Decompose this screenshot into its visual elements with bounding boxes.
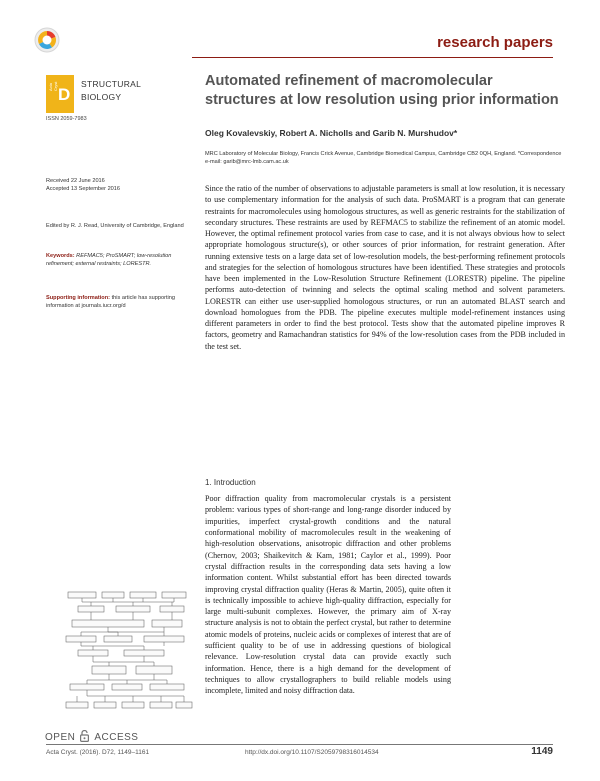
- edited-by: Edited by R. J. Read, University of Cambridge, England: [46, 223, 184, 229]
- issn: ISSN 2059-7983: [46, 116, 87, 122]
- article-title: Automated refinement of macromolecular structures at low resolution using prior information: [205, 73, 559, 108]
- section-heading-introduction: 1. Introduction: [205, 478, 256, 487]
- footer-doi-link[interactable]: http://dx.doi.org/10.1107/S2059798316014534: [245, 749, 379, 756]
- supporting-information: [46, 294, 186, 310]
- graphical-abstract-flowchart: [64, 590, 194, 725]
- supporting-text[interactable]: this article has supporting information at journals.iucr.org/d: [46, 295, 176, 309]
- footer-rule: [46, 744, 553, 745]
- received-date: Received 22 June 2016: [46, 178, 105, 184]
- header-rule: [192, 57, 553, 58]
- page-number: 1149: [531, 746, 553, 757]
- accepted-date: Accepted 13 September 2016: [46, 186, 121, 192]
- keywords-text: REFMAC5; ProSMART; low-resolution refinement; external restraints; LORESTR.: [46, 253, 172, 267]
- article-authors: Oleg Kovalevskiy, Robert A. Nicholls and Garib N. Murshudov*: [205, 128, 458, 138]
- keywords: [46, 252, 186, 268]
- journal-logo-letter: D: [58, 85, 71, 104]
- keywords-label: Keywords:: [46, 253, 75, 259]
- author-affiliation: MRC Laboratory of Molecular Biology, Francis Crick Avenue, Cambridge Biomedical Campus, Cambridge CB2 0QH, England. *Correspondence e-mail: garib@mrc-lmb.cam.ac.uk: [205, 151, 562, 165]
- journal-name: [81, 78, 141, 103]
- footer-citation: Acta Cryst. (2016). D72, 1149–1161: [46, 749, 150, 756]
- crossmark-icon[interactable]: [34, 27, 60, 53]
- section-label: research papers: [437, 34, 553, 51]
- open-access-left: OPEN: [45, 732, 76, 743]
- open-lock-icon: [80, 730, 89, 742]
- supporting-label: Supporting information:: [46, 295, 111, 301]
- journal-logo-small-text: Acta Cryst: [48, 81, 58, 91]
- abstract: Since the ratio of the number of observations to adjustable parameters is small at low resolution, it is necessary to use complementary information for the analysis of such data. ProSMART is a program that can generate restraints for macromolecules using homologous structures, as well as generic restraints for the stabilization of secondary structures. These restraints are used by REFMAC5 to stabilize the refinement of an atomic model. However, the optimal refinement protocol varies from case to case, and it is not always obvious how to select appropriate homologous structure(s), or other sources of prior information, for restraint generation. After running extensive tests on a large data set of low-resolution models, the best-performing refinement protocols and strategies for the selection of homologous structures have been identified. These strategies and protocols have been implemented in the Low-Resolution Structure Refinement (LORESTR) pipeline. The pipeline performs auto-detection of twinning and selects the optimal scaling method and solvent parameters. LORESTR can either use user-supplied homologous structures, or run an automated BLAST search and download homologues from the PDB. The pipeline executes multiple model-refinement instances using different parameters in order to find the best protocol. Tests show that the automated pipeline improves R factors, geometry and Ramachandran statistics for 94% of the low-resolution cases from the PDB included in the test set.: [205, 184, 565, 351]
- journal-name-line1: STRUCTURAL: [81, 79, 142, 89]
- open-access-right: ACCESS: [94, 732, 139, 743]
- introduction-text: Poor diffraction quality from macromolecular crystals is a persistent problem: various types of short-range and long-range disorder induced by impurities, imperfect crystal-growth conditions and the natural conformational mobility of macromolecules result in the weakening of high-resolution observations, anisotropic diffraction and other problems (Chernov, 2003; Shaikevitch & Kam, 1981; Caylor et al., 1999). Poor crystal diffraction results in the corresponding data sets having a low information content. Whilst substantial effort has been directed towards improving crystal diffraction quality (Heras & Martin, 2005), quite often it is technically impossible to achieve high-quality diffraction, especially for large multi-subunit complexes. However, the primary aim of X-ray structure analysis is not to obtain the perfect crystal, but rather to determine atomic models of proteins, nucleic acids or complexes of interest that are of sufficient quality to be of use in addressing questions of biological relevance. Low-resolution crystal data can provide exactly such information. Hence, there is a high demand for the development of techniques to allow crystallographers to build reliable models using incomplete, limited and noisy diffraction data.: [205, 494, 451, 696]
- journal-name-line2: BIOLOGY: [81, 91, 122, 102]
- open-access-badge: [45, 730, 138, 743]
